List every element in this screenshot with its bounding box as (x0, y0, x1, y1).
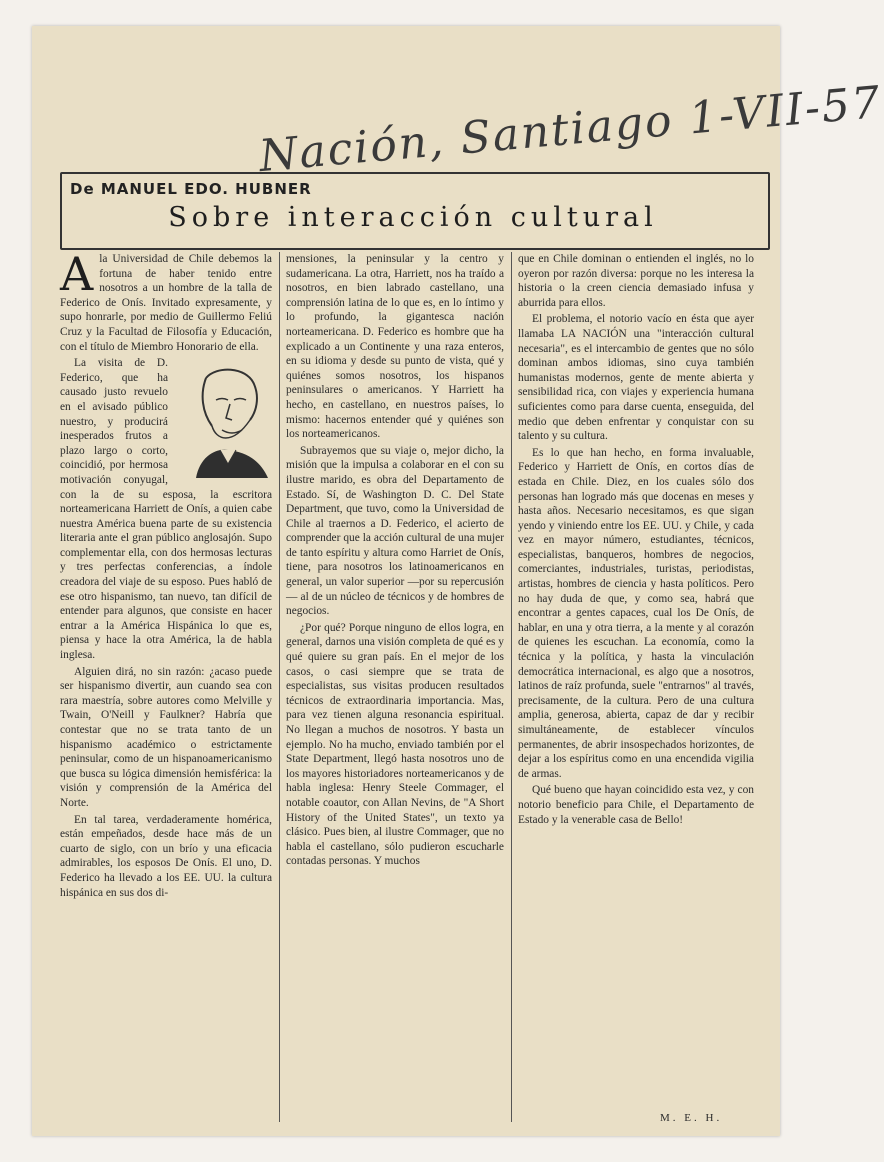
column-divider (511, 252, 512, 1122)
article-column-1 (60, 247, 272, 1116)
paragraph: que en Chile dominan o entienden el inglés, no lo oyeron por razón diversa: porque no les interesa la historia o la creen ciencia demasiado infusa y aburrida para ellos. (518, 253, 754, 309)
handwritten-note: Nación, Santiago 1-VII-57 (256, 76, 884, 183)
article-title: Sobre interacción cultural (168, 202, 658, 233)
paragraph (60, 356, 272, 662)
column-divider (279, 252, 280, 1122)
article-column-3 (518, 252, 754, 1116)
paragraph (60, 247, 272, 354)
byline: De MANUEL EDO. HUBNER (70, 180, 312, 198)
paragraph: Qué bueno que hayan coincidido esta vez, y con notorio beneficio para Chile, el Departamento de Estado y la venerable casa de Bello! (518, 784, 754, 826)
paragraph: El problema, el notorio vacío en ésta que ayer llamaba LA NACIÓN una "interacción cultural necesaria", es el intercambio de gentes que no sólo dominan ambos idiomas, sino cuya también humanistas modernos, gente de mente abierta y sensibilidad rica, con viajes y experiencia humana suficientes como para darse cuenta, enseguida, del medio que deben enfrentar y conquistar con su talento y su cultura. (518, 313, 754, 443)
paragraph-text: La visita de D. Federico, que ha causado justo revuelo en el avisado público nuestro, y producirá inesperados frutos a plazo largo o corto, coincidió, por hermosa motivación conyugal, con la de su esposa, la escritora norteamericana Harriett de Onís, a quien cabe nuestra América buena parte de su existencia literaria ante el gran público anglosajón. Supo complementar ella, con dos hermosas lecturas y tres perfectas conferencias, a índole creadora del viaje de su esposo. Pues habló de ese otro hispanismo, tan nuevo, tan difícil de entender para algunos, que consiste en hacer entrar a la América Hispánica lo que es, piensa y hace la otra América, la de habla inglesa. (60, 357, 272, 662)
paragraph-text: la Universidad de Chile debemos la fortuna de haber tenido entre nosotros a un hombre de la talla de Federico de Onís. Invitado expresamente, y supo honrarle, por medio de Guillermo Feliú Cruz y la Facultad de Filosofía y Educación, con el título de Miembro Honorario de ella. (60, 253, 272, 353)
drop-cap: A (60, 247, 94, 301)
paragraph: En tal tarea, verdaderamente homérica, están empeñados, desde hace más de un cuarto de siglo, con un brío y una eficacia admirables, los esposos De Onís. El uno, D. Federico ha llevado a los EE. UU. la cultura hispánica en sus dos di- (60, 813, 272, 899)
paragraph: Alguien dirá, no sin razón: ¿acaso puede ser hispanismo divertir, aun cuando sea con rara maestría, sobre autores como Melville y Twain, O'Neill y Faulkner? Habría que contestar que no se trata tanto de un hispanismo académico o estrictamente peninsular, como de un hispanoamericanismo que busca su lógica dimensión hemisférica: la visión y comprensión de la América del Norte. (60, 665, 272, 809)
paragraph: Es lo que han hecho, en forma invaluable, Federico y Harriett de Onís, en cortos días de estada en Chile. Diez, en los cuales sólo dos personas han logrado más que docenas en meses y hasta años. Necesario necesitamos, es que sigan yendo y viniendo entre los EE. UU. y Chile, y cada vez en mayor número, estudiantes, técnicos, especialistas, banqueros, hombres de negocios, comerciantes, industriales, turistas, periodistas, artistas, hombres de ciencia y hasta políticos. Pero no hay duda de que, y como sea, habrá que encontrar a gentes capaces, cual los De Onís, de hablar, en una y otra tierra, a la mente y al corazón de quienes les escuchan. La economía, como la técnica y la política, y hasta la vinculación democrática internacional, es algo que a nosotros, latinos de raíz profunda, suele "entrarnos" al través, precisamente, de la cultura. Pero de una cultura amplia, generosa, abierta, capaz de dar y recibir simultáneamente, de establecer vínculos permanentes, de abrir insospechados horizontes, de dejar a los espíritus como en una encendida vigilia de armas. (518, 446, 754, 780)
paragraph: mensiones, la peninsular y la centro y sudamericana. La otra, Harriett, nos ha traído a nosotros, en bien labrado castellano, una comprensión latina de lo que es, en lo íntimo y lo profundo, la gigantesca nación norteamericana. D. Federico es hombre que ha explicado a un Continente y una raza enteros, en su idioma y desde su punto de vista, qué y quiénes somos nosotros, los hispanos peninsulares o americanos. Y Harriett ha hecho, en castellano, en nuestros países, lo mismo: hacernos entender qué y quiénes son los norteamericanos. (286, 253, 504, 441)
paragraph: Subrayemos que su viaje o, mejor dicho, la misión que la impulsa a colaborar en el con su ilustre marido, es obra del Departamento de Estado. Sí, de Washington D. C. Del State Department, que tuvo, como la Universidad de Chile al traernos a D. Federico, el acierto de comprender que la acción cultural de una mujer de tanto espíritu y altura como Harriet de Onís, tiene, para nosotros los latinoamericanos en general, un valor superior —por su repercusión— al de un núcleo de técnicos y de hombres de negocios. (286, 444, 504, 618)
paragraph: ¿Por qué? Porque ninguno de ellos logra, en general, darnos una visión completa de qué es y qué quiere su gran país. En el mejor de los casos, o casi siempre que se trata de especialistas, sus visitas producen resultados técnicos de extraordinaria importancia. Mas, para vez tienen alguna resonancia espiritual. No llegan a muchos de nosotros. Y basta un ejemplo. No ha mucho, enviado también por el State Department, llegó hasta nosotros uno de los mayores historiadores norteamericanos y de habla inglesa: Henry Steele Commager, el notable coautor, con Allan Nevins, de "A Short History of the United States", un texto ya clásico. Pues bien, al ilustre Commager, que no habla el castellano, sólo pudieron escucharle contadas personas. Y muchos (286, 621, 504, 868)
article-column-2 (286, 252, 504, 1116)
portrait-sketch-icon (176, 360, 272, 478)
author-initials: M. E. H. (660, 1112, 723, 1124)
